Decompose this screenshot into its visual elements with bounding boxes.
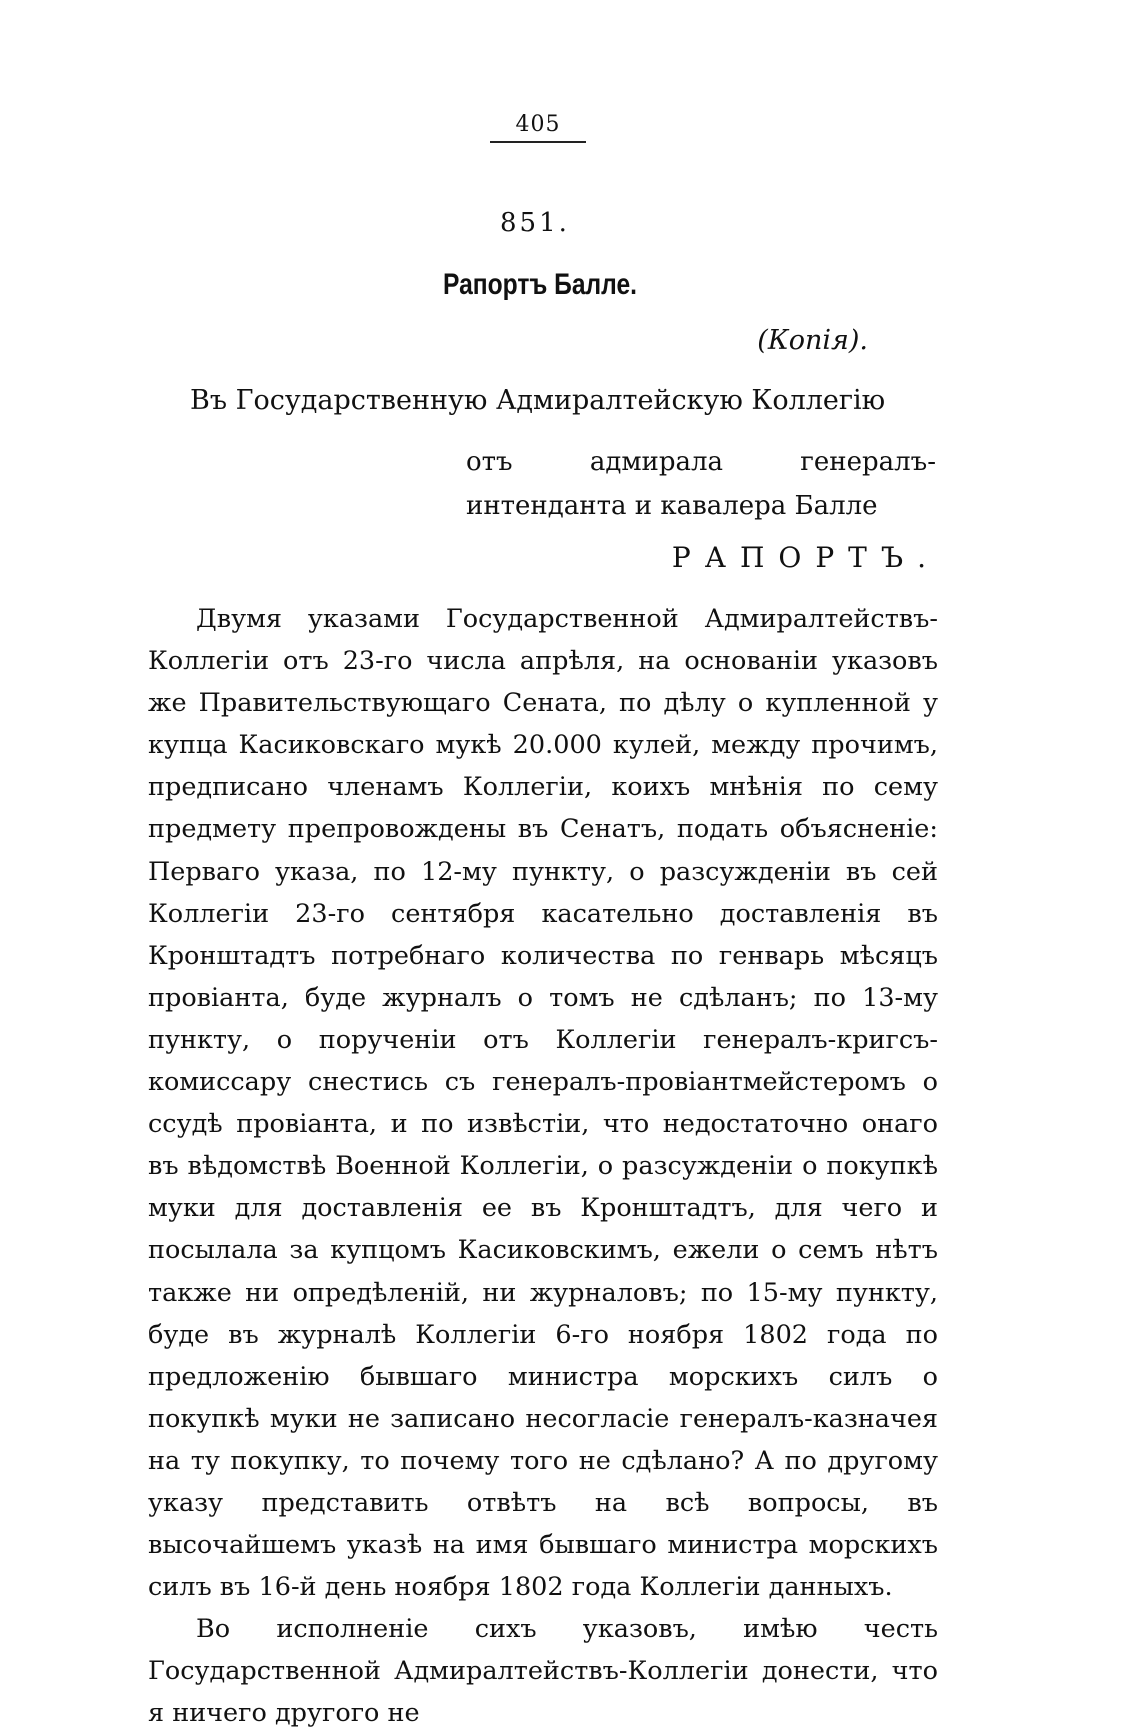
document-number: 851. [500, 208, 570, 238]
report-heading: РАПОРТЪ. [671, 541, 940, 574]
page-number: 405 [515, 112, 561, 137]
body-paragraph: Двумя указами Государственной Адмиралтействъ-Коллегіи отъ 23-го числа апрѣля, на основаніи указовъ же Правительствующаго Сената, по дѣлу о купленной у купца Касиковскаго мукѣ 20.000 кулей, между прочимъ, предписано членамъ Коллегіи, коихъ мнѣнія по сему предмету препровождены въ Сенатъ, подать объясненіе: Перваго указа, по 12-му пункту, о разсужденіи въ сей Коллегіи 23-го сентября касательно доставленія въ Кронштадтъ потребнаго количества по генварь мѣсяцъ провіанта, буде журналъ о томъ не сдѣланъ; по 13-му пункту, о порученіи отъ Коллегіи генералъ-кригсъ-комиссару снестись съ генералъ-провіантмейстеромъ о ссудѣ провіанта, и по извѣстіи, что недостаточно онаго въ вѣдомствѣ Военной Коллегіи, о разсужденіи о покупкѣ муки для доставленія ее въ Кронштадтъ, для чего и посылала за купцомъ Касиковскимъ, ежели о семъ нѣтъ также ни опредѣленій, ни журналовъ; по 15-му пункту, буде въ журналѣ Коллегіи 6-го ноября 1802 года по предложенію бывшаго министра морскихъ силъ о покупкѣ муки не записано несогласіе генералъ-казначея на ту покупку, то почему того не сдѣлано? А по другому указу представить отвѣтъ на всѣ вопросы, въ высочайшемъ указѣ на имя бывшаго министра морскихъ силъ въ 16-й день ноября 1802 года Коллегіи данныхъ. [148, 604, 938, 1603]
document-title: Рапортъ Балле. [443, 268, 637, 301]
addressee-line: Въ Государственную Адмиралтейскую Коллегію [190, 385, 886, 416]
body-paragraph: Во исполненіе сихъ указовъ, имѣю честь Государственной Адмиралтействъ-Коллегіи донести, что я ничего другого не [148, 1614, 938, 1729]
sender-block: отъ адмирала генералъ-интенданта и кавалера Балле [466, 447, 936, 521]
copy-note: (Копія). [757, 325, 868, 356]
page-number-rule [490, 141, 586, 143]
report-body [148, 598, 938, 1735]
